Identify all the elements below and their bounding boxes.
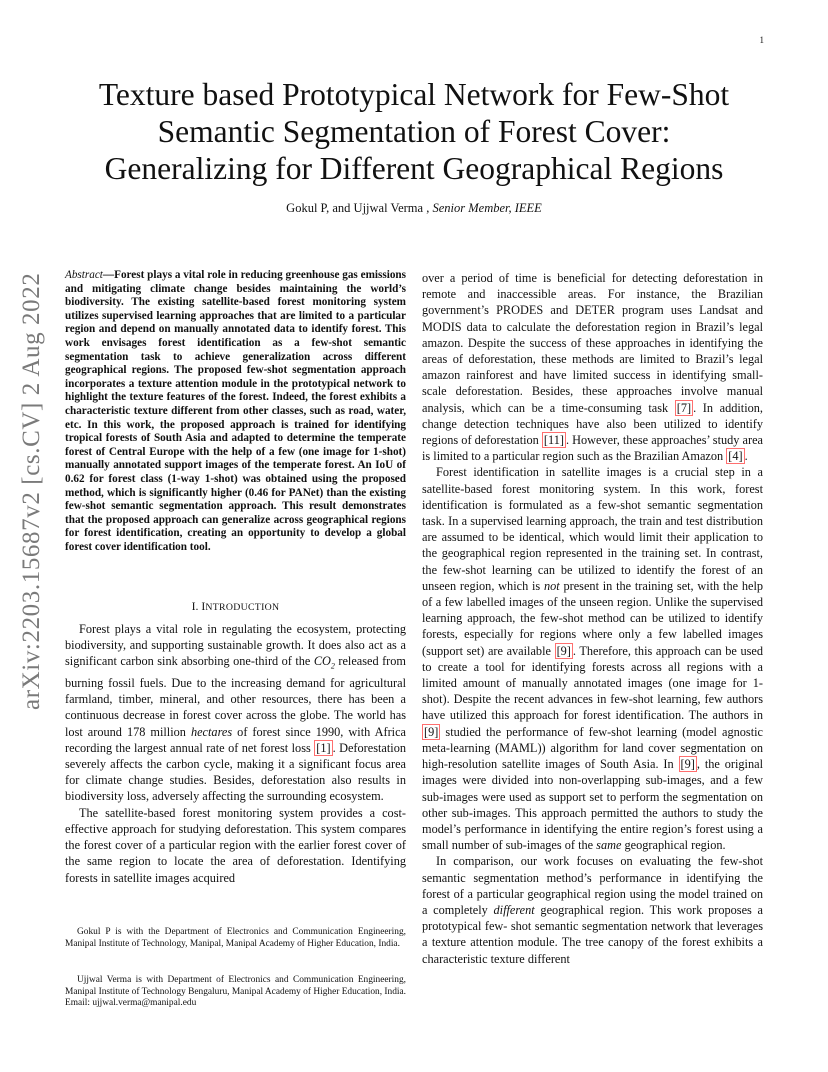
paragraph: The satellite-based forest monitoring system provides a cost-effective approach for studying deforestation. This system compares the forest cover of a particular region with the earlier forest cover of the same region to locate the area of deforestation. Identifying forests in satellite images acquired [65, 805, 406, 885]
citation-link[interactable]: [9] [424, 724, 439, 739]
section-heading-introduction: I. INTRODUCTION [191, 599, 280, 613]
title-line-2: Semantic Segmentation of Forest Cover: [157, 114, 671, 149]
citation-link[interactable]: [11] [543, 433, 564, 448]
abstract-label: Abstract [65, 269, 103, 281]
footnote-author-1: Gokul P is with the Department of Electronics and Communication Engineering, Manipal Institute of Technology, Manipal, Manipal Academy of Higher Education, India. [65, 927, 406, 949]
citation-link[interactable]: [4] [728, 449, 743, 464]
footnote-author-2: Ujjwal Verma is with Department of Electronics and Communication Engineering, Manipal Institute of Technology Bengaluru, Manipal Academy of Higher Education, India. Email: ujjwal.verma@manipal.edu [65, 975, 407, 1009]
citation-link[interactable]: [1] [316, 740, 331, 755]
author-line [60, 201, 768, 216]
arxiv-identifier[interactable]: arXiv:2203.15687v2 [cs.CV] 2 Aug 2022 [18, 272, 45, 710]
title-line-3: Generalizing for Different Geographical Regions [104, 151, 724, 186]
left-column-body [65, 621, 406, 886]
title-line-1: Texture based Prototypical Network for Few-Shot [98, 77, 730, 112]
paragraph: over a period of time is beneficial for detecting deforestation in remote and inaccessible areas. For instance, the Brazilian government’s PRODES and DETER program uses Landsat and MODIS data to calculate the deforestation region in Brazil’s legal amazon. Despite the success of these approaches in identifying the areas of deforestation, these methods are limited to Brazil’s legal amazon rainforest and have limited success in identifying small-scale deforestation. Besides, these approaches involve manual analysis, which can be a time-consuming task [7] . In addition, change detection techniques have also been utilized to identify regions of deforestation [11] . However, these approaches’ study area is limited to a particular region such as the Brazilian Amazon [4] . [422, 271, 764, 464]
abstract [65, 269, 406, 554]
abstract-text: —Forest plays a vital role in reducing greenhouse gas emissions and mitigating climate change besides maintaining the world’s biodiversity. The existing satellite-based forest monitoring system utilizes supervised learning approaches that are limited to a particular region and depend on manually annotated data to identify forest. This work envisages forest identification as a few-shot semantic segmentation task to achieve generalization across different geographical regions. The proposed few-shot segmentation approach incorporates a texture attention module in the prototypical network to highlight the texture features of the forest. Indeed, the forest exhibits a characteristic texture different from other classes, such as road, water, etc. In this work, the proposed approach is trained for identifying tropical forests of South Asia and adapted to determine the temperate forest of Central Europe with the help of a few (one image for 1-shot) manually annotated support images of the temperate forest. An IoU of 0.62 for forest class (1-way 1-shot) was obtained using the proposed method, which is significantly higher (0.46 for PANet) than the existing few-shot semantic segmentation approach. This result demonstrates that the proposed approach can generalize across geographical regions for forest identification, creating an opportunity to develop a global forest cover identification tool. [65, 269, 406, 553]
author-role: Senior Member, IEEE [432, 201, 542, 215]
citation-link[interactable]: [7] [676, 400, 692, 415]
paper-title [60, 76, 768, 187]
citation-link[interactable]: [9] [680, 757, 695, 772]
right-column-body [422, 270, 763, 967]
paragraph: In comparison, our work focuses on evaluating the few-shot semantic segmentation method’s performance in identifying the forest of a particular geographical region using the model trained on a completely different geographical region. This work proposes a prototypical few- shot semantic segmentation network that leverages a texture attention module. The tree canopy of the forest exhibits a characteristic texture different [422, 854, 763, 966]
paragraph: Forest identification in satellite images is a crucial step in a satellite-based forest monitoring system. In this work, forest identification is formulated as a few-shot semantic segmentation task. In a supervised learning approach, the train and test distribution are assumed to be identical, which would limit their application to the geographical region represented in the training set. In contrast, the few-shot learning can be utilized to identify the forest of an unseen region, which is not present in the training set, with the help of a few labelled images of the unseen region. Unlike the supervised learning approach, the few-shot method can be utilized to identify forests, especially for regions where only a few labelled images (support set) are available [9] . Therefore, this approach can be used to create a tool for identifying forests across all regions with a limited amount of manually annotated images (one image for 1-shot). Despite the recent advances in few-shot learning, few authors have utilized this approach for forest identification. The authors in [9] studied the performance of few-shot learning (model agnostic meta-learning (MAML)) algorithm for land cover segmentation on high-resolution satellite images of South Asia. In [9] , the original images were divided into non-overlapping sub-images, and a few sub-images were used as support set to perform the segmentation on other sub-images. This approach permitted the authors to study the model’s performance in identifying the entire region’s forest using a small number of sub-images of the same geographical region. [422, 465, 764, 853]
page-number: 1 [759, 35, 764, 45]
citation-link[interactable]: [9] [556, 643, 571, 658]
author-names: Gokul P, and Ujjwal Verma , [286, 201, 433, 215]
paragraph: Forest plays a vital role in regulating the ecosystem, protecting biodiversity, and supporting sustainable growth. It does also act as a significant carbon sink absorbing one-third of the $CO_2$ released from burning fossil fuels. Due to the increasing demand for agricultural farmland, timber, mineral, and other resources, there has been a continuous decrease in forest cover across the globe. The world has lost around 178 million hectares of forest since 1990, with Africa recording the largest annual rate of net forest loss [1] . Deforestation severely affects the carbon cycle, making it a significant focus area for climate change studies. Besides, deforestation also results in biodiversity loss, adversely affecting the surrounding ecosystem. [65, 622, 406, 804]
